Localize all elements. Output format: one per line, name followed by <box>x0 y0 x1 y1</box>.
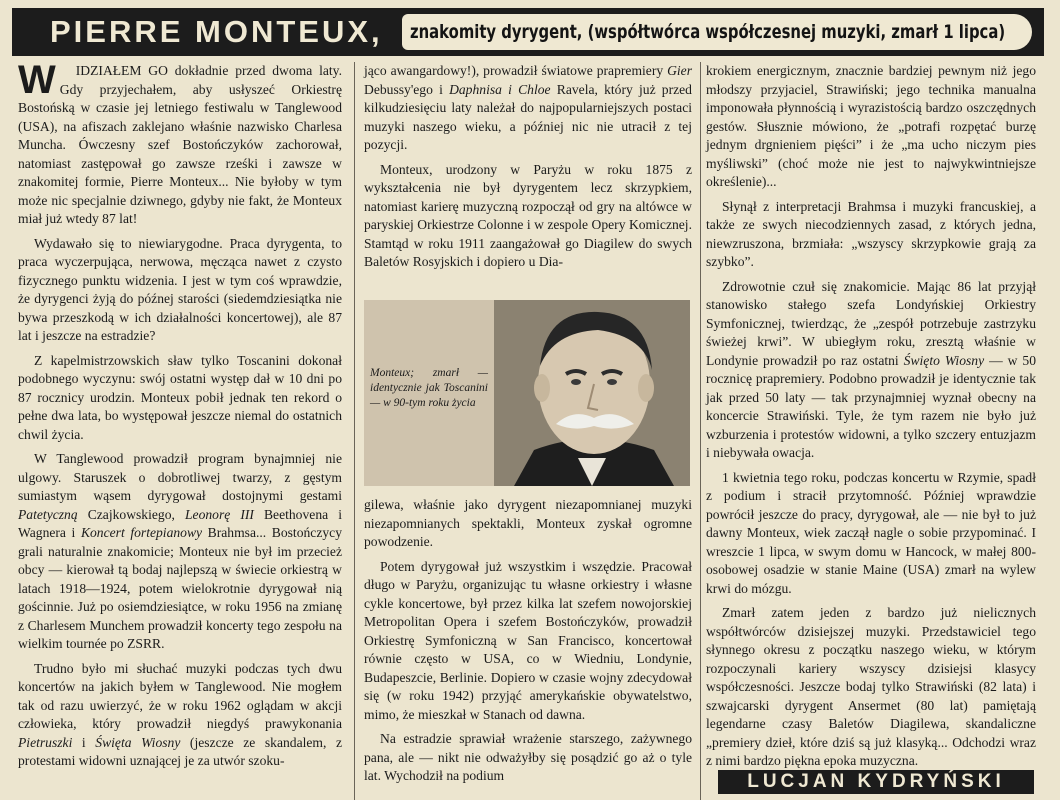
article-column-1 <box>18 58 342 777</box>
drop-cap: W <box>18 58 56 102</box>
article-column-2-bottom <box>364 496 692 792</box>
paragraph: krokiem energicznym, znacznie bardziej pewnym niż jego młodszy przyjaciel, Strawiński; jego technika manualna imponowała płynnością i wyrazistością bardzo oszczędnych gestów. Słusznie mówiono, że „potrafi rozpętać burzę jednym drgnieniem pięści” i że „ma ucho niczym pies myśliwski” (choć może nie jest to najwykwintniejsze określenie)... <box>706 63 1036 189</box>
paragraph: Na estradzie sprawiał wrażenie starszego, zażywnego pana, ale — nikt nie odważyłby się posądzić go aż o tyle lat. Wychodził na podium <box>364 731 692 783</box>
paragraph: 1 kwietnia tego roku, podczas koncertu w Rzymie, spadł z podium i stracił przytomność. Później wprawdzie powrócił jeszcze do pracy, dyrygował, ale — nie był to już dawny Monteux, wiek zaczął nagle o sobie przypominać. I wreszcie 1 lipca, w swym domu w Hancock, w małej 800-osobowej osadzie w stanie Maine (USA) zmarł na wylew krwi do mózgu. <box>706 469 1036 596</box>
author-byline: LUCJAN KYDRYŃSKI <box>718 770 1034 794</box>
lead-paragraph: W IDZIAŁEM GO dokładnie przed dwoma laty. Gdy przyjechałem, aby usłyszeć Orkiestrę Bostońską w czasie jej letniego festiwalu w Tanglewood (USA), na afiszach zaklejano właśnie nazwisko Charlesa Muncha. Ówczesny szef Bostończyków zachorował, natomiast zastępował go zawsze rześki i zawsze w znakomitej formie, Pierre Monteux... Nie byłoby w tym może nic specjalnie dziwnego, gdyby nie fakt, że Monteux miał już wtedy 87 lat! <box>18 62 342 229</box>
paragraph: Zdrowotnie czuł się znakomicie. Mając 86 lat przyjął stanowisko stałego szefa Londyńskiej Orkiestry Symfonicznej, twierdząc, że „zespół potrzebuje zastrzyku świeżej krwi”. W ubiegłym roku, zresztą właśnie w Londynie prowadził po raz ostatni Święto Wiosny — w 50 rocznicę prapremiery. Podobno prowadził je identycznie tak jak przed 50 laty — tak przynajmniej wyznał obecny na koncercie Strawiński. Tyle, że tym razem nie było już wzburzenia i protestów widowni, a tylko szczery entuzjazm i niebywała owacja. <box>706 278 1036 460</box>
headline-subtitle: znakomity dyrygent, (współtwórca współczesnej muzyki, zmarł 1 lipca) <box>410 21 1006 43</box>
monteux-portrait-image <box>494 300 690 486</box>
column-divider <box>700 62 701 800</box>
paragraph: Zmarł zatem jeden z bardzo już nielicznych współtwórców dzisiejszej muzyki. Przedstawiciel tego słynnego okresu z początku naszego wieku, w którym rozpoczynali kariery wszyscy dzisiejsi klasycy współczesności. Jeszcze bodaj tylko Strawiński (82 lata) i szwajcarski dyrygent Ansermet (80 lat) pamiętają legendarne czasy Baletów Diagilewa, skandaliczne „premiery dzieł, które dziś są już klasyką... Odchodzi wraz z nimi bardzo piękna epoka muzyczna. <box>706 605 1036 768</box>
headline-subtitle-box <box>402 14 1032 50</box>
article-column-2-top <box>364 62 692 278</box>
portrait-photo-block <box>364 300 690 486</box>
paragraph: gilewa, właśnie jako dyrygent niezapomnianej muzyki niezapomnianych spektakli, Monteux zyskał ogromne powodzenie. <box>364 497 692 549</box>
paragraph: Słynął z interpretacji Brahmsa i muzyki francuskiej, a także ze swych niecodziennych zasad, z których jedna, niewzruszona, brzmiała: „wszyscy skrzypkowie grają za szybko”. <box>706 198 1036 269</box>
paragraph: Z kapelmistrzowskich sław tylko Toscanini dokonał podobnego wyczynu: swój ostatni występ dał w 10 dni po 87 rocznicy urodzin. Monteux pobił jednak ten rekord o pełne dwa lata, bo występował jeszcze niemal do ostatnich chwil życia. <box>18 352 342 442</box>
paragraph: Potem dyrygował już wszystkim i wszędzie. Pracował długo w Paryżu, organizując tu własne orkiestry i własne cykle koncertowe, był przez kilka lat szefem nowojorskiej Metropolitan Opera i szefem Bostończyków, prowadził Orkiestrę Symfoniczną w San Francisco, koncertował równie często w USA, co w Wiedniu, Londynie, Budapeszcie, Berlinie. Dopiero w czasie wojny zdecydował się (w roku 1942) przyjąć amerykańskie obywatelstwo, mimo, że mieszkał w Stanach od dawna. <box>364 558 692 722</box>
paragraph: Monteux, urodzony w Paryżu w roku 1875 z wykształcenia nie był dyrygentem lecz skrzypkiem, natomiast karierę muzyczną rozpoczął od gry na altówce w paryskiej Orkiestrze Colonne i w zespole Opery Komicznej. Stamtąd w roku 1911 zaangażował go Diagilew do swych Baletów Rosyjskich i dopiero u Dia- <box>364 161 692 269</box>
paragraph: jąco awangardowy!), prowadził światowe prapremiery Gier Debussy'ego i Daphnisa i Chloe Ravela, który już przed kilkudziesięciu laty należał do najpopularniejszych postaci muzyki naszego wieku, a później nic nie utracił z tej pozycji. <box>364 63 692 152</box>
headline-banner <box>12 8 1044 56</box>
column-divider <box>354 62 355 800</box>
headline-name: PIERRE MONTEUX, <box>50 14 383 49</box>
photo-caption: Monteux; zmarł — identycznie jak Toscanini — w 90-tym roku życia <box>370 367 488 409</box>
paragraph: W Tanglewood prowadził program bynajmniej nie ulgowy. Staruszek o dobrotliwej twarzy, z gęstym sumiastym wąsem dyrygował dostojnymi gestami Patetyczną Czajkowskiego, Leonorę III Beethovena i Wagnera i Koncert fortepianowy Brahmsa... Bostończycy grali naturalnie znakomicie; Monteux nie był im przecież obcy — kierował tą bodaj najlepszą w świecie orkiestrą w latach 1918—1924, potem wielokrotnie dyrygował nią gościnnie. Już po osiemdziesiątce, w roku 1956 na zmianę z Charlesem Munchem prowadził koncerty tego zespołu na wielkim tournée po ZSRR. <box>18 451 342 651</box>
paragraph: Wydawało się to niewiarygodne. Praca dyrygenta, to praca wyczerpująca, nerwowa, męcząca nawet z czysto fizycznego punktu widzenia. I jest w tym coś wprawdzie, że dyrygenci żyją do późnej starości (siedemdziesiątka nie bywa przeszkodą w ich działalności koncertowej), ale 87 lat i jeszcze na estradzie? <box>18 235 342 343</box>
article-column-3 <box>706 62 1036 777</box>
paragraph: Trudno było mi słuchać muzyki podczas tych dwu koncertów na jakich byłem w Tanglewood. Nie mogłem tak od razu uwierzyć, że w roku 1962 oglądam w akcji człowieka, który prowadził niegdyś prawykonania Pietruszki i Święta Wiosny (jeszcze ze skandalem, z protestami widowni uznającej je za utwór szoku- <box>18 660 342 768</box>
